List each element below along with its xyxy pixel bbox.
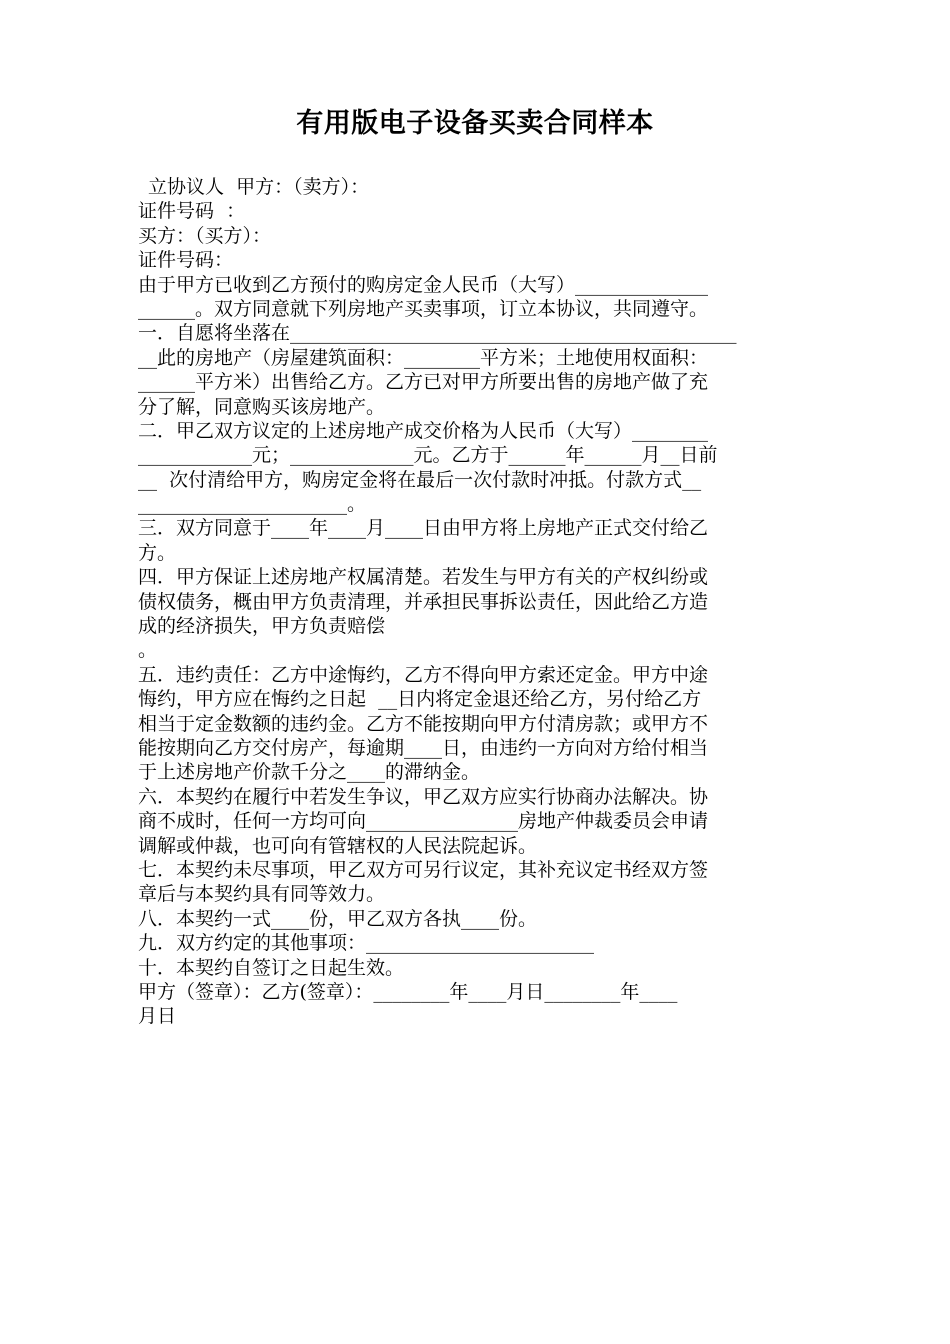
text-line: __ 次付清给甲方，购房定金将在最后一次付款时冲抵。付款方式__: [138, 468, 702, 491]
text-line: 九．双方约定的其他事项：________________________: [138, 932, 595, 955]
text-line: 七．本契约未尽事项，甲乙双方可另行议定，其补充议定书经双方签: [138, 858, 709, 881]
text-line: ______平方米）出售给乙方。乙方已对甲方所要出售的房地产做了充: [138, 371, 709, 394]
text-line: 月日: [138, 1005, 177, 1028]
text-line: 。: [138, 639, 158, 662]
text-line: 六．本契约在履行中若发生争议，甲乙双方应实行协商办法解决。协: [138, 785, 709, 808]
text-line: __此的房地产（房屋建筑面积：________平方米；土地使用权面积：: [138, 346, 709, 369]
text-line: 五．违约责任：乙方中途悔约，乙方不得向甲方索还定金。甲方中途: [138, 663, 709, 686]
text-line: 三．双方同意于____年____月____日由甲方将上房地产正式交付给乙: [138, 517, 709, 540]
text-line: 由于甲方已收到乙方预付的购房定金人民币（大写）______________: [138, 273, 709, 296]
text-line: ______。双方同意就下列房地产买卖事项，订立本协议，共同遵守。: [138, 297, 709, 320]
text-line: 十．本契约自签订之日起生效。: [138, 956, 405, 979]
text-line: 四．甲方保证上述房地产权属清楚。若发生与甲方有关的产权纠纷或: [138, 566, 709, 589]
text-line: 甲方（签章）：乙方(签章）：________年____月日________年____: [138, 980, 678, 1003]
text-line: 债权债务，概由甲方负责清理，并承担民事拆讼责任，因此给乙方造: [138, 590, 709, 613]
text-line: 章后与本契约具有同等效力。: [138, 883, 386, 906]
text-line: 能按期向乙方交付房产，每逾期____日，由违约一方向对方给付相当: [138, 736, 709, 759]
text-line: 调解或仲裁，也可向有管辖权的人民法院起诉。: [138, 834, 538, 857]
text-line: 相当于定金数额的违约金。乙方不能按期向甲方付清房款；或甲方不: [138, 712, 709, 735]
text-line: 商不成时，任何一方均可向________________房地产仲裁委员会申请: [138, 810, 709, 833]
text-line: 买方：（买方）：: [138, 224, 272, 247]
contract-body: [138, 175, 814, 1029]
document-title: 有用版电子设备买卖合同样本: [296, 108, 654, 139]
text-line: 二．甲乙双方议定的上述房地产成交价格为人民币（大写）________: [138, 419, 709, 442]
text-line: 方。: [138, 541, 177, 564]
text-line: 八．本契约一式____份，甲乙双方各执____份。: [138, 907, 538, 930]
text-line: 一．自愿将坐落在_______________________________________________: [138, 322, 737, 345]
text-line: ______________________。: [138, 493, 367, 516]
text-line: 证件号码 ：: [138, 200, 246, 223]
text-line: 于上述房地产价款千分之____的滞纳金。: [138, 761, 481, 784]
text-line: 悔约，甲方应在悔约之日起 __日内将定金退还给乙方，另付给乙方: [138, 688, 702, 711]
text-line: ____________元；_____________元。乙方于______年______月__日前: [138, 444, 718, 467]
text-line: 成的经济损失，甲方负责赔偿: [138, 615, 386, 638]
text-line: 立协议人 甲方：（卖方）：: [148, 176, 370, 198]
text-line: 证件号码：: [138, 249, 234, 272]
text-line: 分了解，同意购买该房地产。: [138, 395, 386, 418]
